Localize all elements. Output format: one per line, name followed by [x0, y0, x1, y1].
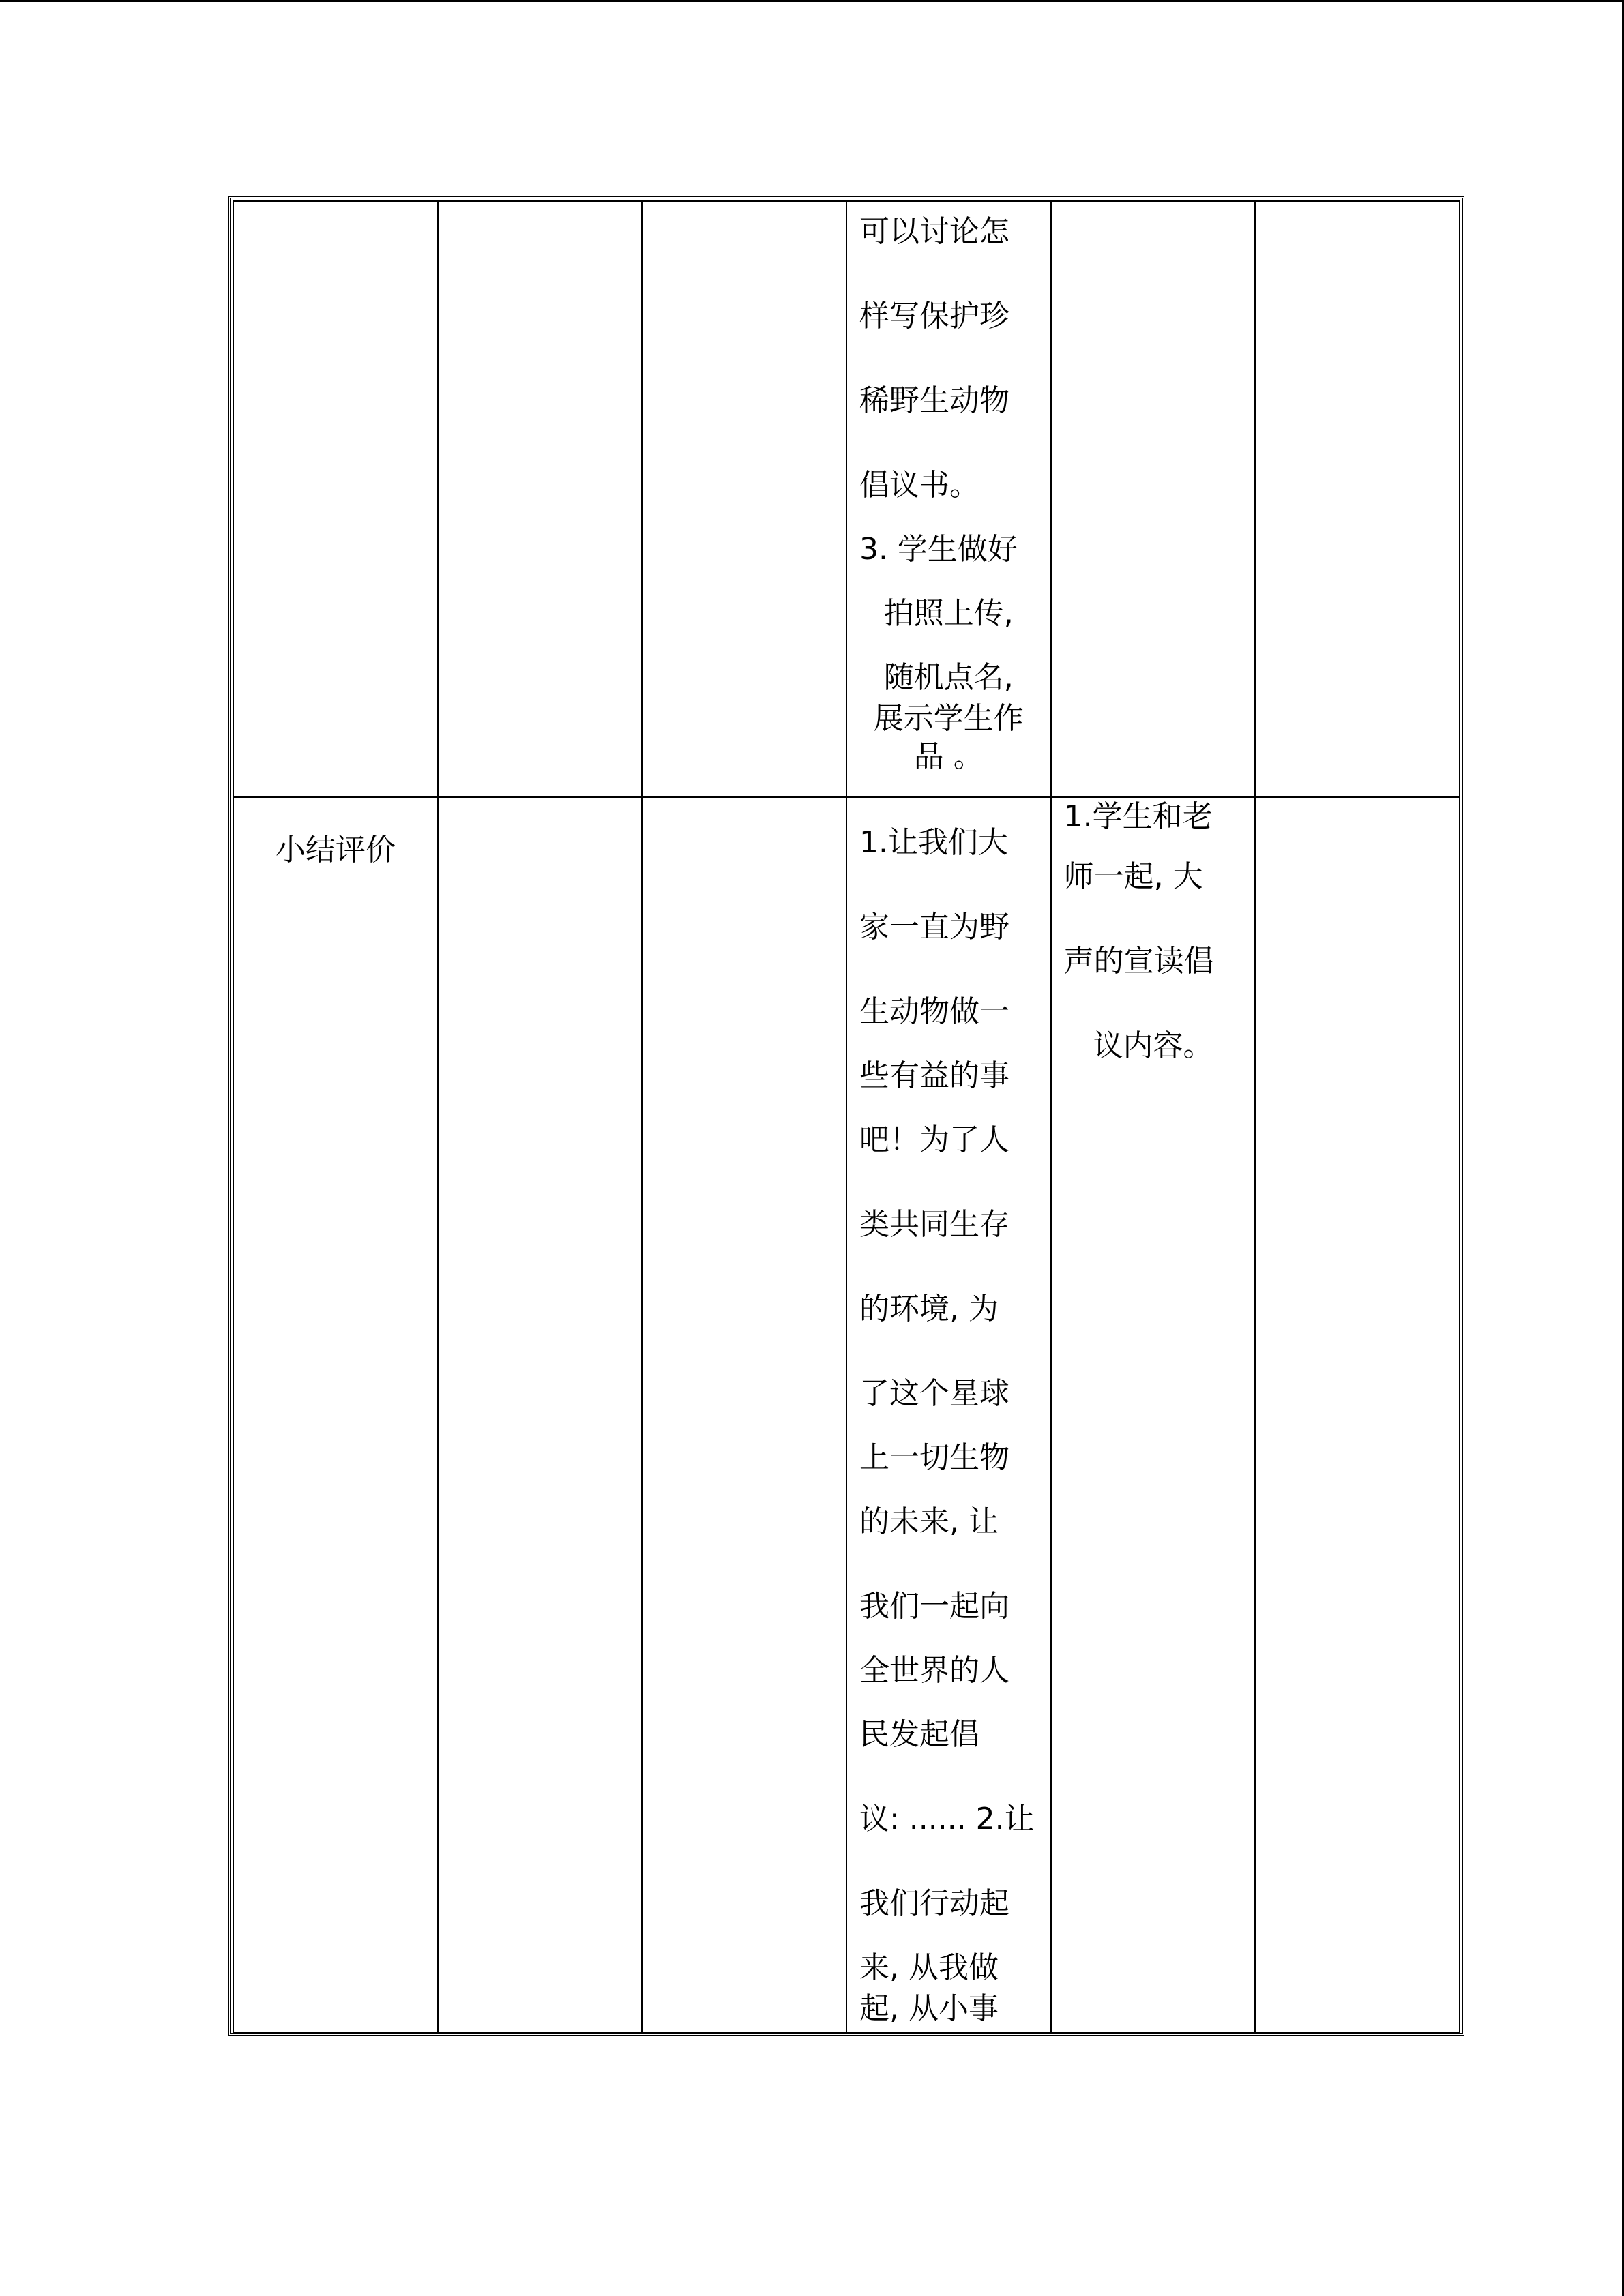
cell-line: 我们行动起	[859, 1886, 1009, 1921]
cell-line: 的环境, 为	[859, 1292, 999, 1326]
table-cell	[438, 201, 643, 797]
table-cell	[1051, 201, 1256, 797]
table-row	[233, 797, 1460, 2033]
table-row	[233, 201, 1460, 797]
table-cell	[1255, 797, 1460, 2033]
top-border-rule	[0, 0, 1624, 2]
cell-line: 议: ...... 2.让	[859, 1802, 1035, 1836]
cell-line: 展示学生作	[873, 701, 1024, 736]
cell-line: 拍照上传,	[883, 596, 1014, 631]
stage-label: 小结评价	[275, 833, 396, 867]
cell-line: 吧！为了人	[859, 1122, 1009, 1157]
cell-line: 师一起, 大	[1063, 859, 1203, 894]
cell-line: 来, 从我做	[859, 1950, 999, 1985]
table-cell	[642, 797, 846, 2033]
teacher-activity-cell	[846, 201, 1051, 797]
cell-line: 家一直为野	[859, 910, 1009, 944]
cell-line: 的未来, 让	[859, 1504, 999, 1539]
lesson-plan-table	[228, 196, 1464, 2036]
cell-line: 民发起倡	[859, 1717, 979, 1752]
stage-cell	[233, 797, 438, 2033]
cell-line: 品 。	[913, 739, 984, 774]
cell-line: 随机点名,	[883, 660, 1014, 695]
student-activity-cell	[1051, 797, 1256, 2033]
cell-line: 倡议书。	[859, 468, 979, 503]
cell-line: 声的宣读倡	[1063, 944, 1214, 979]
cell-line: 全世界的人	[859, 1653, 1009, 1688]
cell-line: 议内容。	[1093, 1028, 1213, 1063]
cell-line: 稀野生动物	[859, 383, 1009, 418]
lesson-table	[233, 200, 1460, 2033]
table-cell	[1255, 201, 1460, 797]
cell-line: 上一切生物	[859, 1440, 1009, 1475]
cell-line: 起, 从小事	[859, 1991, 999, 2026]
table-cell	[642, 201, 846, 797]
table-cell	[438, 797, 643, 2033]
teacher-activity-cell	[846, 797, 1051, 2033]
table-cell	[233, 201, 438, 797]
cell-line: 生动物做一	[859, 994, 1009, 1029]
cell-line: 了这个星球	[859, 1376, 1009, 1411]
cell-line: 1.学生和老	[1063, 799, 1213, 834]
cell-line: 我们一起向	[859, 1589, 1009, 1624]
cell-line: 些有益的事	[859, 1058, 1009, 1093]
cell-line: 1.让我们大	[859, 825, 1008, 860]
cell-line: 3. 学生做好	[859, 532, 1018, 567]
cell-line: 可以讨论怎	[859, 214, 1009, 249]
cell-line: 类共同生存	[859, 1207, 1009, 1242]
cell-line: 样写保护珍	[859, 299, 1009, 333]
